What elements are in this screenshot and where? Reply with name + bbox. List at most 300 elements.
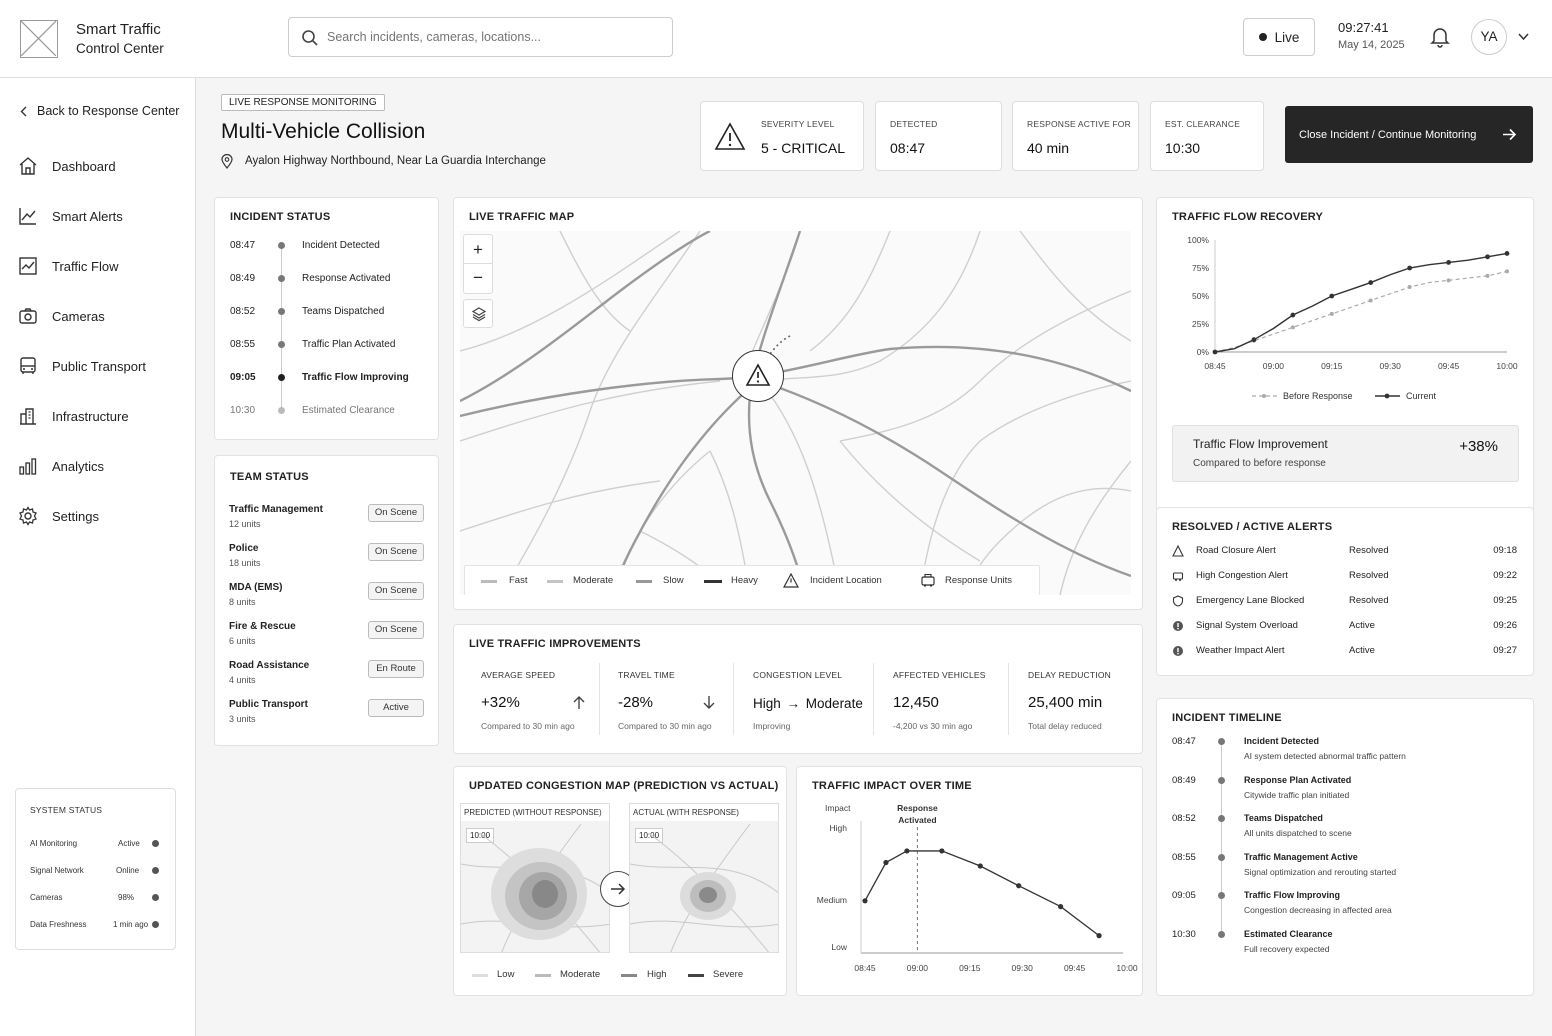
timeline-desc: All units dispatched to scene — [1244, 828, 1352, 838]
status-time: 08:52 — [230, 306, 256, 317]
team-row — [229, 582, 429, 612]
alerts-card — [1156, 507, 1534, 676]
warning-icon — [1172, 545, 1184, 557]
timeline-dot-icon — [1218, 738, 1225, 745]
timeline-dot-icon — [1218, 892, 1225, 899]
kpi-label: TRAVEL TIME — [618, 670, 675, 680]
x-tick-label: 09:45 — [1437, 361, 1460, 371]
legend-heavy-label: Heavy — [731, 575, 758, 586]
status-dot-icon — [278, 341, 285, 348]
x-tick-label: 08:45 — [1204, 361, 1226, 371]
timeline-title: Estimated Clearance — [1244, 928, 1333, 939]
system-status-value: Active — [118, 839, 140, 848]
arrow-right-icon — [610, 882, 626, 896]
status-label: Estimated Clearance — [302, 405, 395, 416]
data-point — [862, 898, 867, 903]
app-title-line2: Control Center — [76, 41, 164, 56]
x-tick-label: 10:00 — [1496, 361, 1518, 371]
system-status-value: 98% — [118, 893, 135, 902]
timeline-dot-icon — [1218, 854, 1225, 861]
alert-row[interactable] — [1172, 595, 1517, 609]
system-status-label: Cameras — [30, 893, 63, 902]
clock — [1338, 20, 1405, 51]
gear-icon — [18, 506, 38, 526]
kpi-sub: Improving — [753, 721, 791, 731]
incident-status-item — [230, 405, 430, 419]
legend-response-units-label: Response Units — [945, 575, 1013, 586]
traffic-impact-card — [796, 766, 1143, 996]
status-time: 09:05 — [230, 372, 256, 383]
kpi-value — [753, 696, 883, 711]
legend-high-label: High — [647, 969, 667, 980]
arrow-up-icon — [572, 695, 586, 710]
predicted-time: 10:00 — [466, 828, 494, 843]
system-status-row — [30, 893, 162, 902]
close-incident-label: Close Incident / Continue Monitoring — [1299, 128, 1477, 141]
team-status-badge[interactable]: On Scene — [368, 504, 424, 522]
alert-status: Active — [1349, 645, 1375, 656]
congestion-to: Moderate — [805, 696, 863, 711]
team-name: Traffic Management — [229, 504, 323, 515]
alert-label: Weather Impact Alert — [1196, 645, 1285, 656]
team-row — [229, 621, 429, 651]
flow-improvement-label: Traffic Flow Improvement — [1193, 437, 1328, 451]
data-point — [904, 848, 909, 853]
alert-status: Active — [1349, 620, 1375, 631]
car-icon — [1172, 570, 1184, 582]
incident-tag: LIVE RESPONSE MONITORING — [221, 94, 385, 111]
y-tick-label: 75% — [1191, 263, 1209, 273]
sidebar-item-infrastructure[interactable] — [18, 404, 129, 428]
sidebar-item-dashboard[interactable] — [18, 154, 116, 178]
y-tick-label: 25% — [1191, 319, 1209, 329]
x-tick-label: 09:30 — [1379, 361, 1401, 371]
kpi-delay-reduction — [1028, 670, 1138, 740]
timeline-time: 08:52 — [1172, 813, 1196, 824]
data-point — [1213, 350, 1218, 355]
team-name: Police — [229, 543, 259, 554]
x-tick-label: 09:30 — [1011, 963, 1033, 973]
kpi-label: AFFECTED VEHICLES — [893, 670, 986, 680]
chevron-left-icon — [20, 106, 27, 117]
status-time: 08:47 — [230, 240, 256, 251]
improvements-title: LIVE TRAFFIC IMPROVEMENTS — [469, 638, 641, 650]
incident-status-title: INCIDENT STATUS — [230, 211, 331, 223]
series-before-response-line — [1215, 271, 1507, 352]
home-icon — [18, 156, 38, 176]
status-label: Teams Dispatched — [302, 306, 385, 317]
annotation-label: Activated — [898, 815, 937, 825]
incident-location-icon — [783, 573, 799, 588]
alert-time: 09:26 — [1493, 620, 1517, 631]
alert-label: High Congestion Alert — [1196, 570, 1288, 581]
search-box[interactable] — [288, 17, 673, 57]
congestion-from: High — [753, 696, 781, 711]
avatar[interactable]: YA — [1471, 19, 1507, 55]
legend-moderate-label: Moderate — [560, 969, 601, 980]
team-name: Fire & Rescue — [229, 621, 296, 632]
live-button[interactable] — [1243, 18, 1315, 56]
clearance-value: 10:30 — [1165, 140, 1201, 156]
sidebar-item-label: Traffic Flow — [52, 258, 119, 274]
bell-icon[interactable] — [1430, 26, 1450, 48]
timeline-title: Teams Dispatched — [1244, 813, 1323, 823]
y-tick-label: High — [829, 823, 847, 833]
detected-card — [875, 101, 1002, 171]
congestion-legend — [472, 969, 772, 983]
system-status-title: SYSTEM STATUS — [30, 805, 103, 815]
alert-label: Emergency Lane Blocked — [1196, 595, 1305, 606]
system-status-label: Data Freshness — [30, 920, 87, 929]
incident-status-item — [230, 372, 430, 386]
data-point — [1505, 269, 1509, 273]
sidebar-item-cameras[interactable] — [18, 304, 105, 328]
zoom-controls — [463, 234, 493, 294]
timeline-time: 09:05 — [1172, 890, 1196, 901]
alert-label: Road Closure Alert — [1196, 545, 1276, 556]
data-point — [1505, 251, 1510, 256]
actual-label: ACTUAL (WITH RESPONSE) — [630, 804, 778, 821]
kpi-divider — [733, 663, 734, 735]
incident-status-item — [230, 306, 430, 320]
search-icon — [301, 29, 319, 47]
data-point — [1368, 280, 1373, 285]
alert-circle-icon — [1172, 620, 1184, 632]
alert-row[interactable] — [1172, 645, 1517, 659]
live-traffic-map-card — [453, 197, 1143, 610]
annotation-label: Response — [897, 803, 938, 813]
status-dot-icon — [152, 921, 159, 928]
map-roads — [460, 231, 1131, 595]
team-units: 4 units — [229, 675, 256, 685]
y-axis-label: Impact — [825, 803, 851, 813]
traffic-impact-chart — [797, 797, 1144, 993]
data-point — [1485, 254, 1490, 259]
x-tick-label: 09:15 — [1321, 361, 1343, 371]
incident-timeline-card — [1156, 698, 1534, 996]
team-status-badge[interactable]: On Scene — [368, 543, 424, 561]
camera-icon — [18, 306, 38, 326]
kpi-divider — [599, 663, 600, 735]
system-status-row — [30, 920, 162, 929]
data-point — [1329, 294, 1334, 299]
data-point — [1291, 325, 1295, 329]
zoom-in-button[interactable]: + — [464, 235, 492, 264]
sidebar-item-settings[interactable] — [18, 504, 99, 528]
status-dot-icon — [278, 374, 285, 381]
data-point — [1407, 266, 1412, 271]
kpi-sub: -4,200 vs 30 min ago — [893, 721, 973, 731]
predicted-heatmap — [461, 804, 610, 953]
alert-time: 09:25 — [1493, 595, 1517, 606]
alert-row[interactable] — [1172, 570, 1517, 584]
kpi-value: 12,450 — [893, 694, 939, 711]
system-status-panel — [15, 788, 176, 950]
data-point — [1369, 298, 1373, 302]
incident-status-card — [214, 197, 439, 440]
bars-icon — [18, 456, 38, 476]
traffic-improvements-card — [453, 624, 1143, 754]
series-current-line — [1215, 253, 1507, 352]
timeline-desc: Signal optimization and rerouting started — [1244, 866, 1397, 877]
legend-before-label: Before Response — [1283, 391, 1353, 401]
data-point — [978, 863, 983, 868]
congestion-map-title: UPDATED CONGESTION MAP (PREDICTION VS ACTUAL) — [469, 780, 779, 792]
main-content — [196, 78, 1552, 1036]
incident-location: Ayalon Highway Northbound, Near La Guardia Interchange — [245, 155, 546, 167]
alert-row[interactable] — [1172, 545, 1517, 559]
timeline-title: Incident Detected — [1244, 736, 1320, 746]
flow-recovery-chart — [1157, 228, 1535, 418]
predicted-map — [460, 803, 610, 953]
data-point — [1330, 312, 1334, 316]
team-units: 18 units — [229, 558, 261, 568]
chart-icon — [18, 256, 38, 276]
back-link[interactable] — [20, 104, 179, 118]
flow-recovery-title: TRAFFIC FLOW RECOVERY — [1172, 211, 1324, 223]
incident-status-item — [230, 339, 430, 353]
severity-value: 5 - CRITICAL — [761, 140, 846, 156]
detected-value: 08:47 — [890, 140, 926, 156]
status-dot-icon — [278, 242, 285, 249]
team-name: Public Transport — [229, 699, 308, 710]
team-status-badge[interactable]: En Route — [368, 660, 424, 678]
x-tick-label: 09:15 — [959, 963, 981, 973]
legend-current-label: Current — [1406, 391, 1437, 401]
top-bar — [0, 0, 1552, 78]
clearance-label: EST. CLEARANCE — [1165, 119, 1241, 129]
sidebar-item-analytics[interactable] — [18, 454, 104, 478]
severity-card — [700, 101, 864, 171]
congestion-map-card — [453, 766, 787, 996]
close-incident-button[interactable] — [1285, 106, 1533, 163]
team-status-badge[interactable]: On Scene — [368, 621, 424, 639]
data-point — [883, 860, 888, 865]
y-tick-label: 100% — [1187, 235, 1209, 245]
kpi-travel-time — [618, 670, 738, 740]
timeline-time: 08:49 — [1172, 774, 1196, 786]
map-canvas[interactable] — [460, 231, 1131, 595]
kpi-value: -28% — [618, 694, 654, 711]
sidebar-item-smart-alerts[interactable] — [18, 204, 123, 228]
status-label: Traffic Flow Improving — [302, 372, 409, 383]
bus-icon — [18, 356, 38, 376]
team-row — [229, 660, 429, 690]
sidebar-item-label: Infrastructure — [52, 408, 129, 424]
flow-improvement-sub: Compared to before response — [1193, 458, 1326, 469]
arrow-down-icon — [702, 695, 716, 710]
data-point — [1447, 278, 1451, 282]
kpi-sub: Total delay reduced — [1028, 721, 1102, 731]
alert-status: Resolved — [1349, 595, 1389, 606]
team-row — [229, 504, 429, 534]
severity-label: SEVERITY LEVEL — [761, 119, 835, 129]
x-tick-label: 08:45 — [854, 963, 876, 973]
legend-severe-swatch — [688, 974, 704, 977]
kpi-label: AVERAGE SPEED — [481, 670, 556, 680]
y-tick-label: Medium — [816, 895, 847, 905]
legend-current-marker — [1385, 394, 1390, 399]
app-title — [76, 20, 164, 58]
warning-icon — [714, 122, 746, 151]
kpi-average-speed — [481, 670, 601, 740]
alert-status: Resolved — [1349, 570, 1389, 581]
legend-before-marker — [1262, 394, 1266, 398]
kpi-divider — [873, 663, 874, 735]
timeline-desc: AI system detected abnormal traffic pattern — [1244, 751, 1406, 761]
app-title-line1: Smart Traffic — [76, 21, 161, 38]
layers-button[interactable] — [463, 299, 493, 328]
status-time: 08:49 — [230, 273, 256, 284]
legend-incident-label: Incident Location — [810, 575, 882, 586]
x-tick-label: 09:00 — [1262, 361, 1285, 371]
clock-date: May 14, 2025 — [1338, 39, 1405, 51]
legend-low-swatch — [472, 974, 488, 977]
actual-map — [629, 803, 779, 953]
map-title: LIVE TRAFFIC MAP — [469, 211, 575, 223]
warning-icon — [745, 363, 771, 387]
legend-fast-swatch — [481, 580, 497, 583]
actual-heatmap — [630, 804, 779, 953]
timeline-time: 10:30 — [1172, 928, 1196, 940]
team-units: 12 units — [229, 519, 261, 529]
y-tick-label: Low — [831, 942, 847, 952]
data-point — [1446, 260, 1451, 265]
traffic-impact-title: TRAFFIC IMPACT OVER TIME — [812, 780, 972, 792]
timeline-item — [1172, 852, 1517, 882]
data-point — [939, 848, 944, 853]
alert-time: 09:18 — [1493, 545, 1517, 556]
team-units: 8 units — [229, 597, 256, 607]
response-units-icon — [920, 573, 936, 588]
timeline-dot-icon — [1218, 815, 1225, 822]
layers-icon — [471, 306, 487, 322]
data-point — [1290, 313, 1295, 318]
zoom-out-button[interactable]: − — [473, 268, 483, 287]
incident-marker[interactable] — [732, 350, 784, 402]
live-label: Live — [1274, 29, 1300, 45]
system-status-label: Signal Network — [30, 866, 84, 875]
status-dot-icon — [152, 840, 159, 847]
system-status-row — [30, 839, 162, 848]
alert-label: Signal System Overload — [1196, 620, 1298, 631]
response-active-card — [1012, 101, 1139, 171]
system-status-row — [30, 866, 162, 875]
search-input[interactable] — [327, 27, 657, 47]
clock-time: 09:27:41 — [1338, 20, 1389, 35]
x-tick-label: 10:00 — [1116, 963, 1138, 973]
alert-circle-icon — [1172, 645, 1184, 657]
team-status-badge[interactable]: On Scene — [368, 582, 424, 600]
trend-icon — [18, 206, 38, 226]
y-tick-label: 50% — [1191, 291, 1209, 301]
predicted-label: PREDICTED (WITHOUT RESPONSE) — [461, 804, 609, 821]
status-dot-icon — [152, 867, 159, 874]
timeline-time: 08:47 — [1172, 736, 1196, 747]
incident-status-item — [230, 240, 430, 254]
response-active-label: RESPONSE ACTIVE FOR — [1027, 119, 1131, 129]
kpi-sub: Compared to 30 min ago — [481, 721, 575, 731]
timeline-item — [1172, 890, 1517, 920]
detected-label: DETECTED — [890, 119, 938, 129]
team-status-title: TEAM STATUS — [230, 471, 309, 483]
chevron-down-icon[interactable] — [1518, 33, 1529, 41]
legend-heavy-swatch — [704, 580, 722, 583]
kpi-congestion-level — [753, 670, 883, 740]
live-dot-icon — [1259, 33, 1267, 41]
sidebar-item-public-transport[interactable] — [18, 354, 146, 378]
alert-time: 09:22 — [1493, 570, 1517, 581]
team-status-card — [214, 455, 439, 746]
legend-high-swatch — [621, 974, 637, 977]
kpi-value: +32% — [481, 694, 520, 711]
shield-icon — [1172, 595, 1184, 607]
x-tick-label: 09:45 — [1063, 963, 1086, 973]
x-tick-label: 09:00 — [906, 963, 929, 973]
alerts-title: RESOLVED / ACTIVE ALERTS — [1172, 521, 1333, 533]
data-point — [1252, 337, 1257, 342]
sidebar-item-traffic-flow[interactable] — [18, 254, 118, 278]
data-point — [1058, 904, 1063, 909]
sidebar-item-label: Analytics — [52, 458, 105, 474]
status-label: Traffic Plan Activated — [302, 339, 396, 350]
building-icon — [18, 406, 38, 426]
timeline-dot-icon — [1218, 777, 1225, 784]
map-legend — [464, 565, 1040, 595]
clearance-card — [1150, 101, 1264, 171]
timeline-title: Traffic Flow Improving — [1244, 890, 1341, 900]
legend-slow-label: Slow — [663, 575, 684, 586]
incident-status-item — [230, 273, 430, 287]
timeline-item — [1172, 929, 1517, 959]
y-tick-label: 0% — [1196, 347, 1209, 357]
legend-slow-swatch — [636, 580, 652, 583]
impact-series-line — [865, 851, 1099, 936]
timeline-title: INCIDENT TIMELINE — [1172, 712, 1282, 724]
arrow-right-icon: → — [786, 696, 801, 711]
sidebar-item-label: Dashboard — [52, 158, 116, 174]
kpi-affected-vehicles — [893, 670, 1013, 740]
data-point — [1486, 274, 1490, 278]
flow-improvement-box — [1172, 425, 1519, 482]
sidebar-item-label: Settings — [52, 508, 99, 524]
back-link-label: Back to Response Center — [37, 104, 180, 118]
sidebar — [0, 78, 196, 1036]
kpi-label: CONGESTION LEVEL — [753, 670, 843, 680]
legend-low-label: Low — [497, 969, 515, 980]
status-dot-icon — [278, 275, 285, 282]
sidebar-item-label: Public Transport — [52, 358, 146, 374]
logo-icon — [20, 20, 58, 58]
timeline-dot-icon — [1218, 931, 1225, 938]
page-title: Multi-Vehicle Collision — [221, 120, 426, 143]
actual-time: 10:00 — [635, 828, 663, 843]
team-units: 6 units — [229, 636, 256, 646]
kpi-label: DELAY REDUCTION — [1028, 670, 1111, 680]
team-name: Road Assistance — [229, 660, 310, 671]
data-point — [1096, 933, 1101, 938]
alert-row[interactable] — [1172, 620, 1517, 634]
timeline-title: Response Plan Activated — [1244, 774, 1352, 785]
status-label: Incident Detected — [302, 240, 380, 251]
team-status-badge[interactable]: Active — [368, 699, 424, 717]
system-status-value: Online — [116, 866, 140, 875]
legend-fast-label: Fast — [509, 575, 528, 586]
legend-moderate-label: Moderate — [573, 575, 614, 586]
system-status-label: AI Monitoring — [30, 839, 78, 848]
status-time: 10:30 — [230, 405, 256, 416]
timeline-desc: Congestion decreasing in affected area — [1244, 905, 1392, 915]
